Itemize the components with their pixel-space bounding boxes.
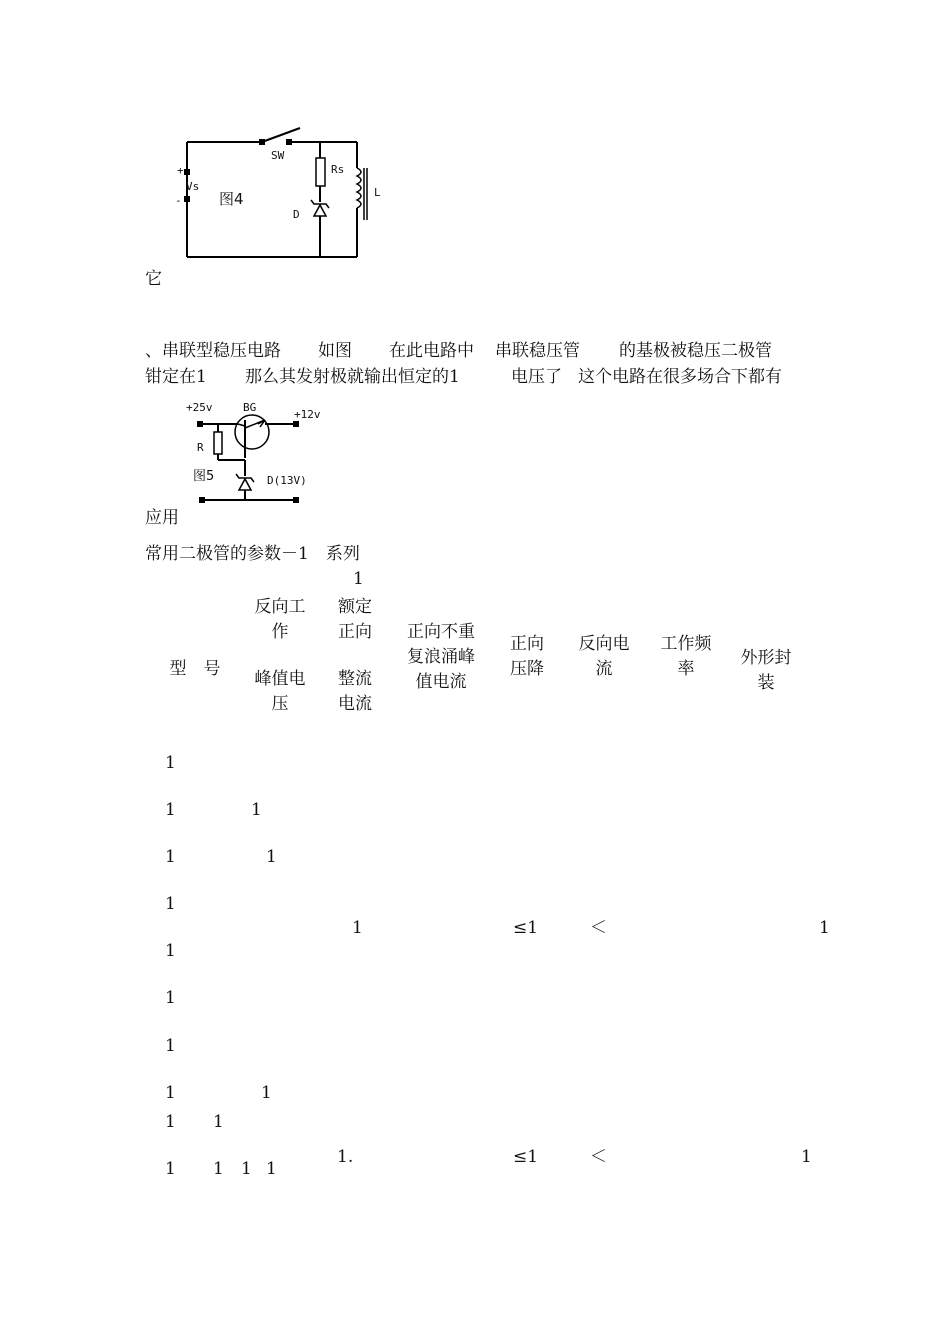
table-row-6-c1: 1	[165, 988, 176, 1008]
table-header-top-number: 1	[353, 569, 364, 589]
fig5-caption: 图5	[193, 469, 215, 484]
table-row-3-c1: 1	[165, 847, 176, 867]
fig5-vout-label: +12v	[294, 408, 321, 421]
fig4-vs-label: Vs	[186, 180, 200, 193]
table-row-8-c1: 1	[165, 1083, 176, 1103]
para1-line1-seg4: 串联稳压管	[495, 341, 580, 361]
para1-line2-seg3: 电压了	[511, 367, 562, 387]
table-row-9-c1: 1	[165, 1112, 176, 1132]
figure-4-circuit	[165, 120, 395, 265]
fig4-plus-label: +	[177, 164, 184, 177]
table-row-9-c2: 1	[213, 1112, 224, 1132]
fig5-r-label: R	[197, 441, 204, 454]
table-row-3-c3: 1	[266, 847, 277, 867]
para1-line1-seg2: 如图	[318, 341, 352, 361]
para1-line2-seg4: 这个电路在很多场合下都有	[578, 367, 782, 387]
table-title: 常用二极管的参数－1 系列	[145, 544, 360, 564]
header-surge-current: 正向不重复浪涌峰值电流	[407, 622, 475, 692]
text-line-ta: 它	[145, 269, 162, 289]
group1-forward-voltage: ≤1	[513, 918, 539, 938]
fig5-d-label: D(13V)	[267, 474, 307, 487]
header-model: 型 号	[169, 659, 221, 679]
header-rated-current-b: 整流电流	[338, 669, 372, 714]
table-row-8-c3: 1	[261, 1083, 272, 1103]
table-row-2-c2: 1	[251, 800, 262, 820]
header-reverse-current: 反向电流	[578, 634, 630, 679]
fig5-bg-label: BG	[243, 401, 257, 414]
fig4-l-label: L	[374, 186, 381, 199]
table-row-5-c1: 1	[165, 941, 176, 961]
group2-package: 1	[801, 1147, 812, 1167]
group2-reverse-current: ＜	[590, 1147, 607, 1167]
header-package: 外形封装	[740, 648, 792, 693]
group1-package: 1	[819, 918, 830, 938]
fig4-minus-label: -	[175, 194, 182, 207]
group2-forward-voltage: ≤1	[513, 1147, 539, 1167]
header-rated-current-a: 额定正向	[338, 597, 372, 642]
table-row-10-c4: 1	[266, 1159, 277, 1179]
table-row-1-c1: 1	[165, 753, 176, 773]
header-reverse-voltage-b: 峰值电压	[254, 669, 306, 714]
fig4-rs-label: Rs	[331, 163, 345, 176]
group2-rated-current: 1.	[337, 1147, 354, 1167]
table-row-10-c2: 1	[213, 1159, 224, 1179]
fig5-vin-label: +25v	[186, 401, 213, 414]
fig4-d-label: D	[293, 208, 300, 221]
para1-line2-seg2: 那么其发射极就输出恒定的1	[245, 367, 460, 387]
table-row-10-c3: 1	[241, 1159, 252, 1179]
fig4-caption: 图4	[219, 190, 244, 208]
para1-line1-seg5: 的基极被稳压二极管	[619, 341, 772, 361]
para1-line1-seg3: 在此电路中	[389, 341, 474, 361]
table-row-7-c1: 1	[165, 1036, 176, 1056]
fig4-sw-label: SW	[271, 149, 285, 162]
text-line-yingyong: 应用	[145, 508, 179, 528]
para1-line1-seg1: 、串联型稳压电路	[145, 341, 281, 361]
table-row-4-c1: 1	[165, 894, 176, 914]
header-reverse-voltage-a: 反向工作	[254, 597, 306, 642]
table-row-2-c1: 1	[165, 800, 176, 820]
para1-line2-seg1: 钳定在1	[145, 367, 207, 387]
header-frequency: 工作频率	[660, 634, 712, 679]
group1-rated-current: 1	[352, 918, 363, 938]
group1-reverse-current: ＜	[590, 918, 607, 938]
table-row-10-c1: 1	[165, 1159, 176, 1179]
header-forward-voltage: 正向压降	[510, 634, 544, 679]
